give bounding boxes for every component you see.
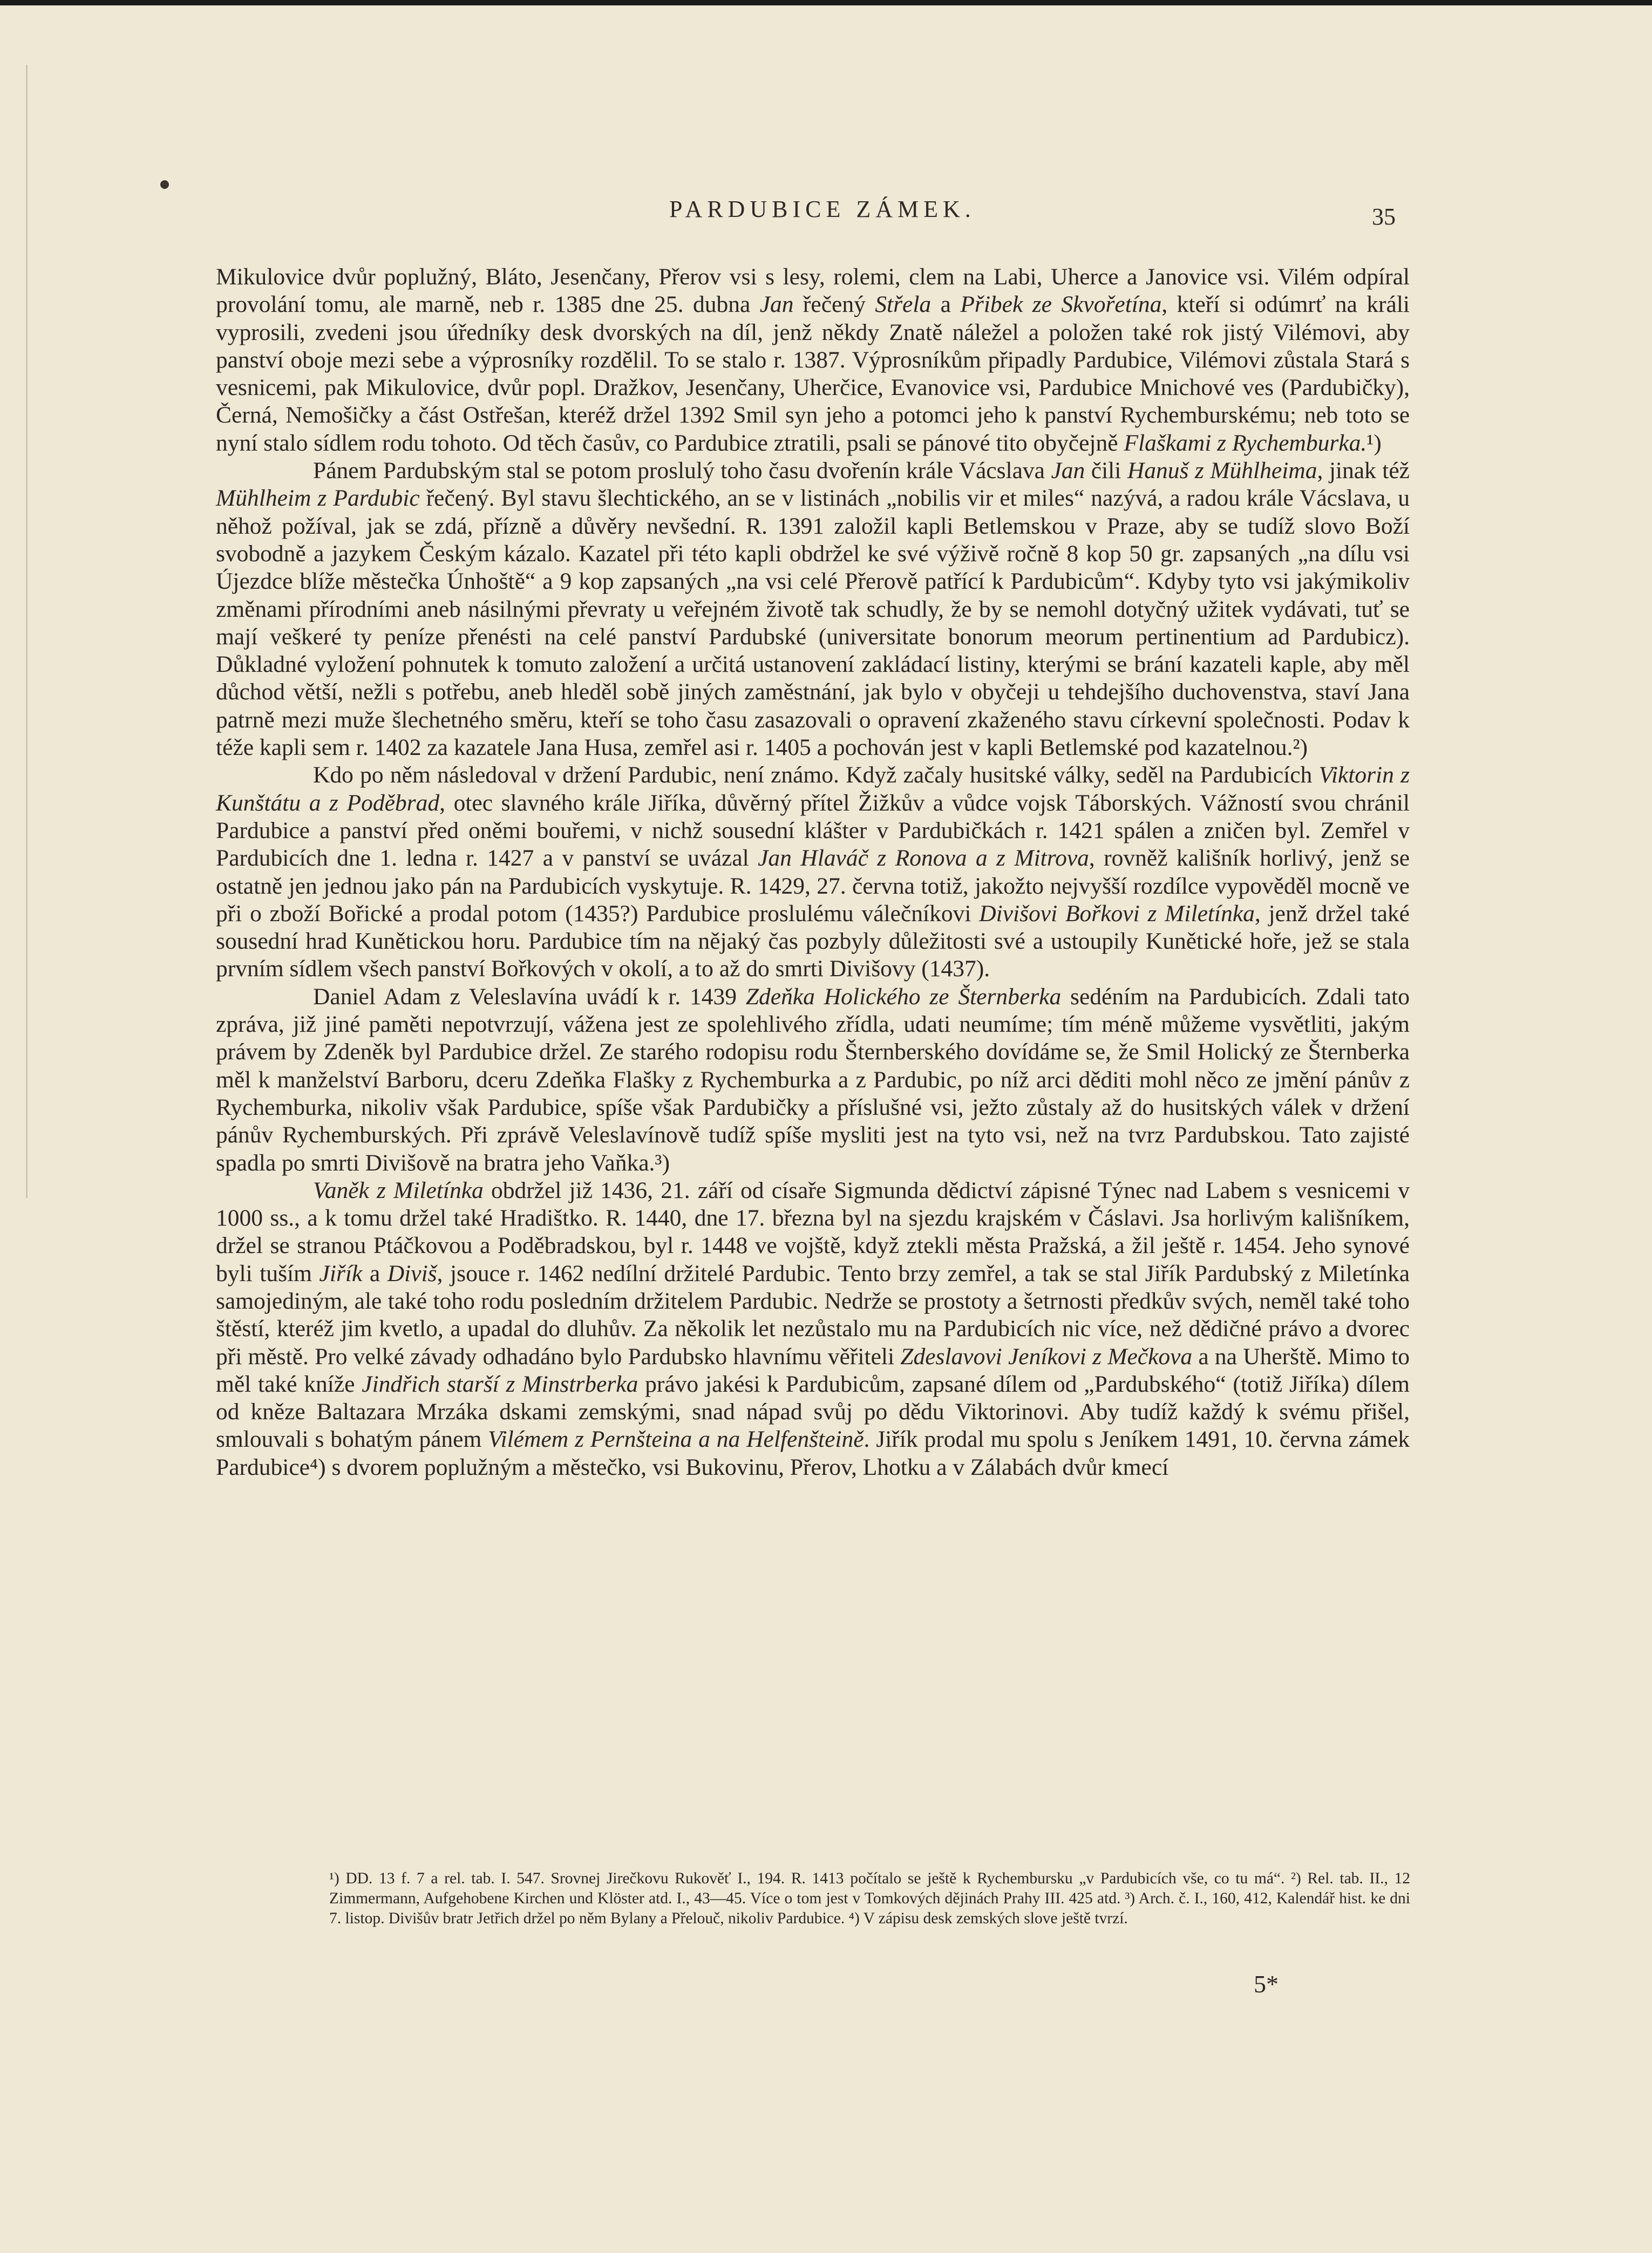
paragraph: Vaněk z Miletínka obdržel již 1436, 21. září od císaře Sigmunda dědictví zápisné Týnec nad Labem s vesnicemi v 1000 ss., a k tomu držel také Hradištko. R. 1440, dne 17. března byl na sjezdu krajském v Čáslavi. Jsa horlivým kališníkem, držel se stranou Ptáčkovou a Poděbradskou, byl r. 1448 ve vojště, když ztekli města Pražská, a žil ještě r. 1454. Jeho synové byli tuším Jiřík a Diviš, jsouce r. 1462 nedílní držitelé Pardubic. Tento brzy zemřel, a tak se stal Jiřík Pardubský z Miletínka samojediným, ale také toho rodu posledním držitelem Pardubic. Nedrže se prostoty a šetrnosti předkův svých, neměl také toho štěstí, kteréž jim kvetlo, a upadal do dluhův. Za několik let nezůstalo mu na Pardubicích nic více, než dědičné právo a dvorec při městě. Pro velké závady odhadáno bylo Pardubsko hlavnímu věřiteli Zdeslavovi Jeníkovi z Mečkova a na Uherště. Mimo to měl také kníže Jindřich starší z Minstrberka právo jakési k Pardubicům, zapsané dílem od „Pardubského“ (totiž Jiříka) dílem od kněze Baltazara Mrzáka dskami zemskými, snad nápad svůj po dědu Viktorinovi. Aby tudíž každý k svému přišel, smlouvali s bohatým pánem Vilémem z Pernšteina a na Helfenšteině. Jiřík prodal mu spolu s Jeníkem 1491, 10. června zámek Pardubice⁴) s dvorem poplužným a městečko, vsi Bukovinu, Přerov, Lhotku a v Zálabách dvůr kmecí <box>216 1177 1410 1480</box>
paragraph: Kdo po něm následoval v držení Pardubic, není známo. Když začaly husitské války, seděl na Pardubicích Viktorin z Kunštátu a z Poděbrad, otec slavného krále Jiříka, důvěrný přítel Žižkův a vůdce vojsk Táborských. Vážností svou chránil Pardubice a panství před oněmi bouřemi, v nichž sousední klášter v Pardubičkách r. 1421 spálen a zničen byl. Zemřel v Pardubicích dne 1. ledna r. 1427 a v panství se uvázal Jan Hlaváč z Ronova a z Mitrova, rovněž kališník horlivý, jenž se ostatně jen jednou jako pán na Pardubicích vyskytuje. R. 1429, 27. června totiž, jakožto nejvyšší rozdílce vypověděl mocně ve při o zboží Bořické a prodal potom (1435?) Pardubice proslulému válečníkovi Divišovi Bořkovi z Miletínka, jenž držel také sousední hrad Kunětickou horu. Pardubice tím na nějaký čas pozbyly důležitosti své a ustoupily Kunětické hoře, jež se stala prvním sídlem všech panství Bořkových v okolí, a to až do smrti Divišovy (1437). <box>216 762 1410 982</box>
paragraph: Mikulovice dvůr poplužný, Bláto, Jesenčany, Přerov vsi s lesy, rolemi, clem na Labi, Uherce a Janovice vsi. Vilém odpíral provolání tomu, ale marně, neb r. 1385 dne 25. dubna Jan řečený Střela a Přibek ze Skvořetína, kteří si odúmrť na králi vyprosili, zvedeni jsou úředníky desk dvorských na díl, jenž někdy Znatě náležel a položen také rok jistý Vilémovi, aby panství oboje mezi sebe a výprosníky rozdělil. To se stalo r. 1387. Výprosníkům připadly Pardubice, Vilémovi zůstala Stará s vesnicemi, pak Mikulovice, dvůr popl. Dražkov, Jesenčany, Uherčice, Evanovice vsi, Pardubice Mnichové ves (Pardubičky), Černá, Nemošičky a část Ostřešan, kteréž držel 1392 Smil syn jeho a potomci jeho k panství Rychemburskému; neb toto se nyní stalo sídlem rodu tohoto. Od těch časův, co Pardubice ztratili, psali se pánové tito obyčejně Flaškami z Rychemburka.¹) <box>216 264 1410 456</box>
body-text <box>216 263 1410 1481</box>
margin-dot <box>160 180 169 189</box>
paragraph: Daniel Adam z Veleslavína uvádí k r. 1439 Zdeňka Holického ze Šternberka sedéním na Pardubicích. Zdali tato zpráva, již jiné paměti nepotvrzují, vážena jest ze spolehlivého zřídla, udati neumíme; tím méně můžeme vysvětliti, jakým právem by Zdeněk byl Pardubice držel. Ze starého rodopisu rodu Šternberského dovídáme se, že Smil Holický ze Šternberka měl k manželství Barboru, dceru Zdeňka Flašky z Rychemburka a z Pardubic, po níž arci děditi mohl něco ze jmění pánův z Rychemburka, nikoliv však Pardubice, spíše však Pardubičky a příslušné vsi, ježto zůstaly až do husitských válek v držení pánův Rychemburských. Při zprávě Veleslavínově tudíž spíše mysliti jest na tyto vsi, než na tvrz Pardubskou. Tato zajisté spadla po smrti Divišově na bratra jeho Vaňka.³) <box>216 983 1410 1176</box>
footnotes <box>329 1869 1410 1929</box>
paragraph: Pánem Pardubským stal se potom proslulý toho času dvořenín krále Vácslava Jan čili Hanuš z Mühlheima, jinak též Mühlheim z Pardubic řečený. Byl stavu šlechtického, an se v listinách „nobilis vir et miles“ nazývá, a radou krále Vácslava, u něhož požíval, jak se zdá, přízně a důvěry nevšední. R. 1391 založil kapli Betlemskou v Praze, aby se tudíž slovo Boží svobodně a jazykem Českým kázalo. Kazatel při této kapli obdržel ke své výživě ročně 8 kop 50 gr. zapsaných „na dílu vsi Újezdce blíže městečka Únhoště“ a 9 kop zapsaných „na vsi celé Přerově patřící k Pardubicům“. Kdyby tyto vsi jakýmikoliv změnami přírodními aneb násilnými převraty u veřejném životě tak schudly, že by se nemohl dotyčný užitek vydávati, tuť se mají veškeré ty peníze přenésti na celé panství Pardubské (universitate bonorum meorum pertinentium ad Pardubicz). Důkladné vyložení pohnutek k tomuto založení a určitá ustanovení zakládací listiny, kterými se brání kazateli kaple, aby měl důchod větší, nežli s potřebu, aneb hleděl sobě jiných zaměstnání, jak bylo v obyčeji u tehdejšího duchovenstva, staví Jana patrně mezi muže šlechetného směru, kteří se toho času zasazovali o opravení zkaženého stavu církevní společnosti. Podav k téže kapli sem r. 1402 za kazatele Jana Husa, zemřel asi r. 1405 a pochován jest v kapli Betlemské pod kazatelnou.²) <box>216 458 1410 761</box>
scan-top-edge <box>0 0 1652 5</box>
page-header <box>0 195 1652 233</box>
page-gutter-line <box>26 65 28 1198</box>
footnote-text: ¹) DD. 13 f. 7 a rel. tab. I. 547. Srovnej Jirečkovu Rukověť I., 194. R. 1413 počítalo se ještě k Rychembursku „v Pardubicích vše, co tu má“. ²) Rel. tab. II., 12 Zimmermann, Aufgehobene Kirchen und Klöster atd. I., 43—45. Více o tom jest v Tomkových dějinách Prahy III. 425 atd. ³) Arch. č. I., 160, 412, Kalendář hist. ke dni 7. listop. Divišův bratr Jetřich držel po něm Bylany a Přelouč, nikoliv Pardubice. ⁴) V zápisu desk zemských slove ještě tvrzí. <box>329 1870 1410 1927</box>
page-number: 35 <box>1372 203 1396 230</box>
signature-mark: 5* <box>1254 1970 1279 1998</box>
running-head: PARDUBICE ZÁMEK. <box>669 196 976 222</box>
